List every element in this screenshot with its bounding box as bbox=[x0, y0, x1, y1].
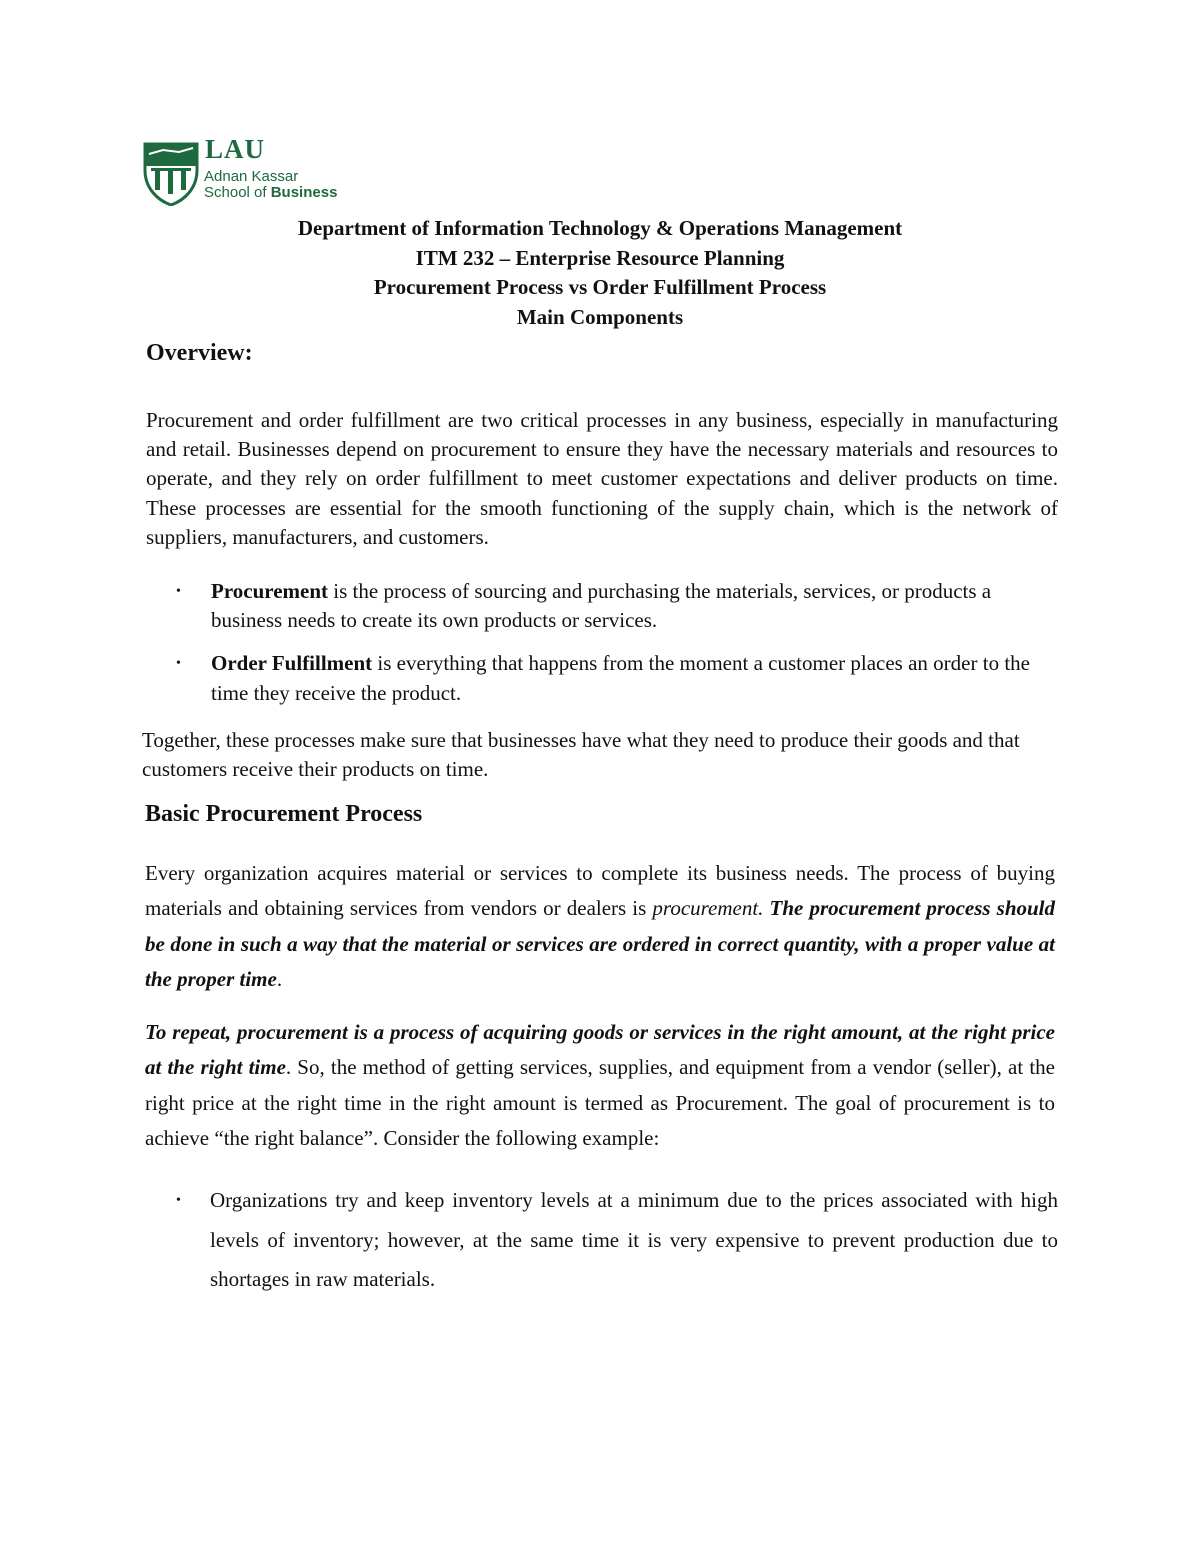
p2-bold-italic: To repeat, procurement is a process of acquiring goods or services in the right amount, at the right price at the right time bbox=[145, 1020, 1055, 1080]
logo-line-2-a: School of bbox=[204, 184, 271, 201]
overview-bullet-list bbox=[146, 577, 1058, 722]
bullet-icon: • bbox=[176, 584, 181, 599]
document-header bbox=[0, 214, 1200, 333]
basic-bullet-list bbox=[146, 1181, 1058, 1300]
overview-paragraph: Procurement and order fulfillment are two critical processes in any business, especially in manufacturing and retail. Businesses depend on procurement to ensure they have the necessary materials and resources to operate, and they rely on order fulfillment to meet customer expectations and deliver products on time. These processes are essential for the smooth functioning of the supply chain, which is the network of suppliers, manufacturers, and customers. bbox=[146, 408, 1058, 549]
p1-italic: procurement. bbox=[652, 896, 764, 921]
basic-paragraph-1 bbox=[145, 856, 1055, 997]
p2-rest: . So, the method of getting services, supplies, and equipment from a vendor (seller), at the right price at the right time in the right amount is termed as Procurement. The goal of procurement is to achieve “the right balance”. Consider the following example: bbox=[145, 1055, 1055, 1150]
bullet-text: is everything that happens from the moment a customer places an order to the time they receive the product. bbox=[211, 651, 1030, 705]
department-title: Department of Information Technology & Operations Management bbox=[297, 216, 903, 240]
overview-heading: Overview: bbox=[146, 340, 253, 366]
bullet-text: is the process of sourcing and purchasing the materials, services, or products a business needs to create its own products or services. bbox=[211, 579, 992, 633]
document-title: Procurement Process vs Order Fulfillment Process bbox=[373, 275, 827, 300]
lau-logo bbox=[143, 134, 353, 208]
bullet-icon: • bbox=[176, 656, 181, 672]
logo-line-2 bbox=[204, 184, 337, 201]
basic-procurement-heading: Basic Procurement Process bbox=[145, 801, 423, 827]
bullet-text: Organizations try and keep inventory levels at a minimum due to the prices associated with high levels of inventory; however, at the same time it is very expensive to prevent production due to shortages in raw materials. bbox=[210, 1188, 1058, 1291]
list-item bbox=[146, 1181, 1058, 1300]
lau-crest-icon bbox=[143, 140, 199, 206]
logo-name: LAU bbox=[205, 134, 266, 164]
p1-bold-italic: The procurement process should be done in such a way that the material or services are ordered in correct quantity, with a proper value at the proper time bbox=[145, 896, 1056, 991]
bullet-icon: • bbox=[176, 1193, 181, 1208]
basic-paragraph-2 bbox=[145, 1015, 1055, 1156]
list-item bbox=[146, 577, 1058, 635]
logo-line-1: Adnan Kassar bbox=[204, 168, 299, 185]
bullet-term: Procurement bbox=[211, 579, 329, 603]
p1-start: Every organization acquires material or services to complete its business needs. The process of buying materials and obtaining services from vendors or dealers is bbox=[145, 861, 1055, 921]
bullet-term: Order Fulfillment bbox=[211, 651, 373, 676]
logo-line-2-b: Business bbox=[270, 184, 338, 201]
overview-closing: Together, these processes make sure that businesses have what they need to produce their goods and that customers receive their products on time. bbox=[142, 728, 1020, 782]
course-title: ITM 232 – Enterprise Resource Planning bbox=[415, 245, 785, 270]
p1-end: . bbox=[276, 966, 283, 991]
document-subtitle: Main Components bbox=[516, 305, 684, 330]
list-item bbox=[146, 649, 1058, 707]
